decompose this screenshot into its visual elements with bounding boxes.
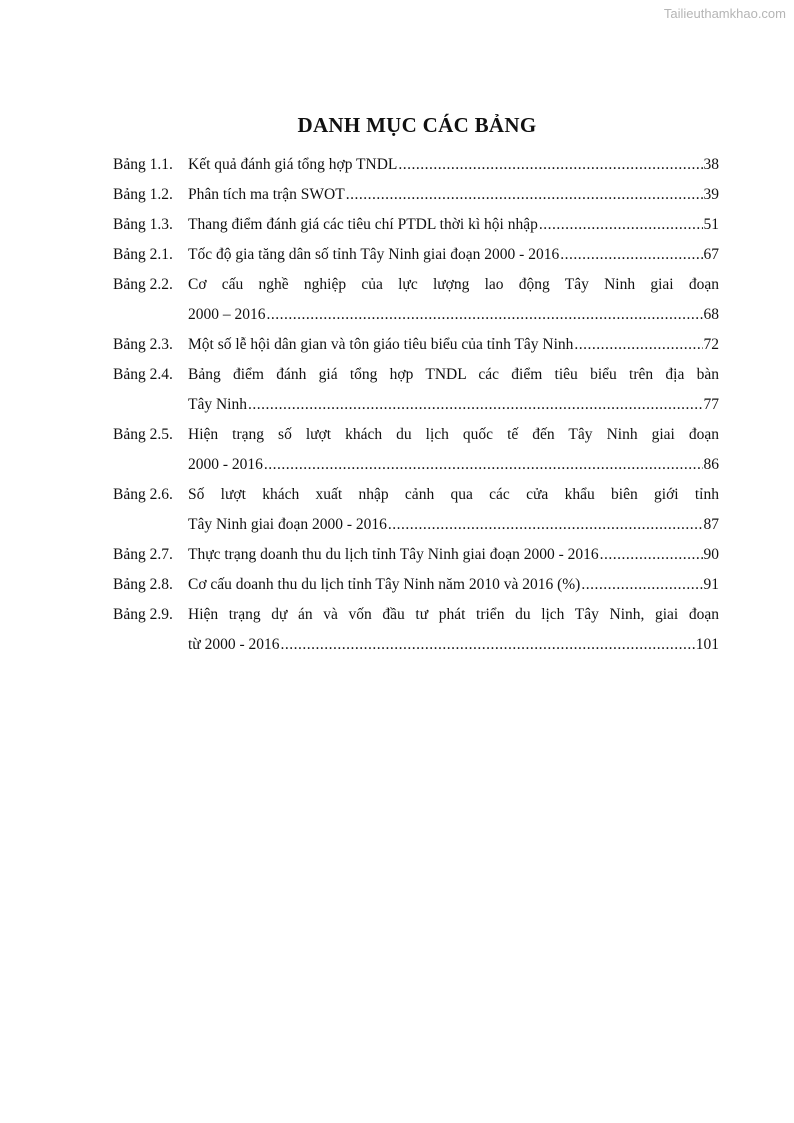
entry-label: Bảng 2.1. (113, 246, 173, 263)
dot-leader (388, 510, 703, 540)
toc-entry[interactable] (113, 270, 719, 330)
dot-leader (600, 540, 703, 570)
toc-entry[interactable] (113, 240, 719, 270)
entry-title: Tây Ninh giai đoạn 2000 - 2016 (188, 516, 387, 533)
entry-label: Bảng 2.5. (113, 426, 173, 443)
dot-leader (539, 210, 703, 240)
table-of-tables (113, 150, 719, 660)
entry-leader-line (188, 570, 719, 600)
entry-title-line1: Cơ cấu nghề nghiệp của lực lượng lao động Tây Ninh giai đoạn (188, 276, 719, 293)
entry-title: từ 2000 - 2016 (188, 636, 280, 653)
dot-leader (346, 180, 703, 210)
toc-entry[interactable] (113, 600, 719, 660)
entry-label: Bảng 2.9. (113, 606, 173, 623)
entry-title-line1: Số lượt khách xuất nhập cảnh qua các cửa khẩu biên giới tỉnh (188, 486, 719, 503)
toc-entry[interactable] (113, 540, 719, 570)
entry-page-number: 86 (703, 456, 719, 473)
toc-entry[interactable] (113, 150, 719, 180)
entry-label: Bảng 2.8. (113, 576, 173, 593)
entry-title: Kết quả đánh giá tổng hợp TNDL (188, 156, 398, 173)
entry-title: Thang điểm đánh giá các tiêu chí PTDL thời kì hội nhập (188, 216, 538, 233)
entry-leader-line (188, 330, 719, 360)
entry-leader-line (188, 390, 719, 420)
toc-entry[interactable] (113, 180, 719, 210)
toc-entry[interactable] (113, 330, 719, 360)
entry-leader-line (188, 540, 719, 570)
entry-title-line1: Hiện trạng dự án và vốn đầu tư phát triển du lịch Tây Ninh, giai đoạn (188, 606, 719, 623)
entry-page-number: 39 (703, 186, 719, 203)
entry-page-number: 38 (703, 156, 719, 173)
page-title: DANH MỤC CÁC BẢNG (297, 113, 537, 137)
dot-leader (281, 630, 695, 660)
entry-leader-line (188, 510, 719, 540)
entry-page-number: 77 (703, 396, 719, 413)
entry-label: Bảng 2.7. (113, 546, 173, 563)
entry-page-number: 72 (703, 336, 719, 353)
dot-leader (574, 330, 702, 360)
entry-page-number: 51 (703, 216, 719, 233)
entry-title-line1: Bảng điểm đánh giá tổng hợp TNDL các điểm tiêu biểu trên địa bàn (188, 366, 719, 383)
entry-page-number: 90 (703, 546, 719, 563)
dot-leader (560, 240, 702, 270)
dot-leader (248, 390, 703, 420)
entry-leader-line (188, 150, 719, 180)
entry-label: Bảng 2.2. (113, 276, 173, 293)
entry-label: Bảng 2.4. (113, 366, 173, 383)
entry-title: Tốc độ gia tăng dân số tỉnh Tây Ninh giai đoạn 2000 - 2016 (188, 246, 560, 263)
entry-leader-line (188, 240, 719, 270)
dot-leader (398, 150, 702, 180)
toc-entry[interactable] (113, 570, 719, 600)
watermark-text: Tailieuthamkhao.com (663, 6, 786, 21)
dot-leader (267, 300, 703, 330)
entry-title: Thực trạng doanh thu du lịch tỉnh Tây Ninh giai đoạn 2000 - 2016 (188, 546, 599, 563)
entry-leader-line (188, 300, 719, 330)
entry-leader-line (188, 450, 719, 480)
entry-label: Bảng 1.2. (113, 186, 173, 203)
toc-entry[interactable] (113, 360, 719, 420)
toc-entry[interactable] (113, 480, 719, 540)
entry-page-number: 91 (703, 576, 719, 593)
entry-page-number: 67 (703, 246, 719, 263)
entry-leader-line (188, 210, 719, 240)
entry-title: 2000 - 2016 (188, 456, 263, 473)
dot-leader (581, 570, 702, 600)
entry-leader-line (188, 180, 719, 210)
toc-entry[interactable] (113, 420, 719, 480)
entry-label: Bảng 1.1. (113, 156, 173, 173)
entry-page-number: 101 (695, 636, 719, 653)
dot-leader (264, 450, 703, 480)
toc-entry[interactable] (113, 210, 719, 240)
entry-title: Một số lễ hội dân gian và tôn giáo tiêu biểu của tỉnh Tây Ninh (188, 336, 574, 353)
entry-page-number: 87 (703, 516, 719, 533)
entry-label: Bảng 2.6. (113, 486, 173, 503)
entry-title: 2000 – 2016 (188, 306, 266, 323)
entry-label: Bảng 1.3. (113, 216, 173, 233)
entry-label: Bảng 2.3. (113, 336, 173, 353)
entry-title-line1: Hiện trạng số lượt khách du lịch quốc tế đến Tây Ninh giai đoạn (188, 426, 719, 443)
entry-title: Tây Ninh (188, 396, 247, 413)
entry-page-number: 68 (703, 306, 719, 323)
entry-title: Phân tích ma trận SWOT (188, 186, 345, 203)
entry-title: Cơ cấu doanh thu du lịch tỉnh Tây Ninh năm 2010 và 2016 (%) (188, 576, 581, 593)
entry-leader-line (188, 630, 719, 660)
